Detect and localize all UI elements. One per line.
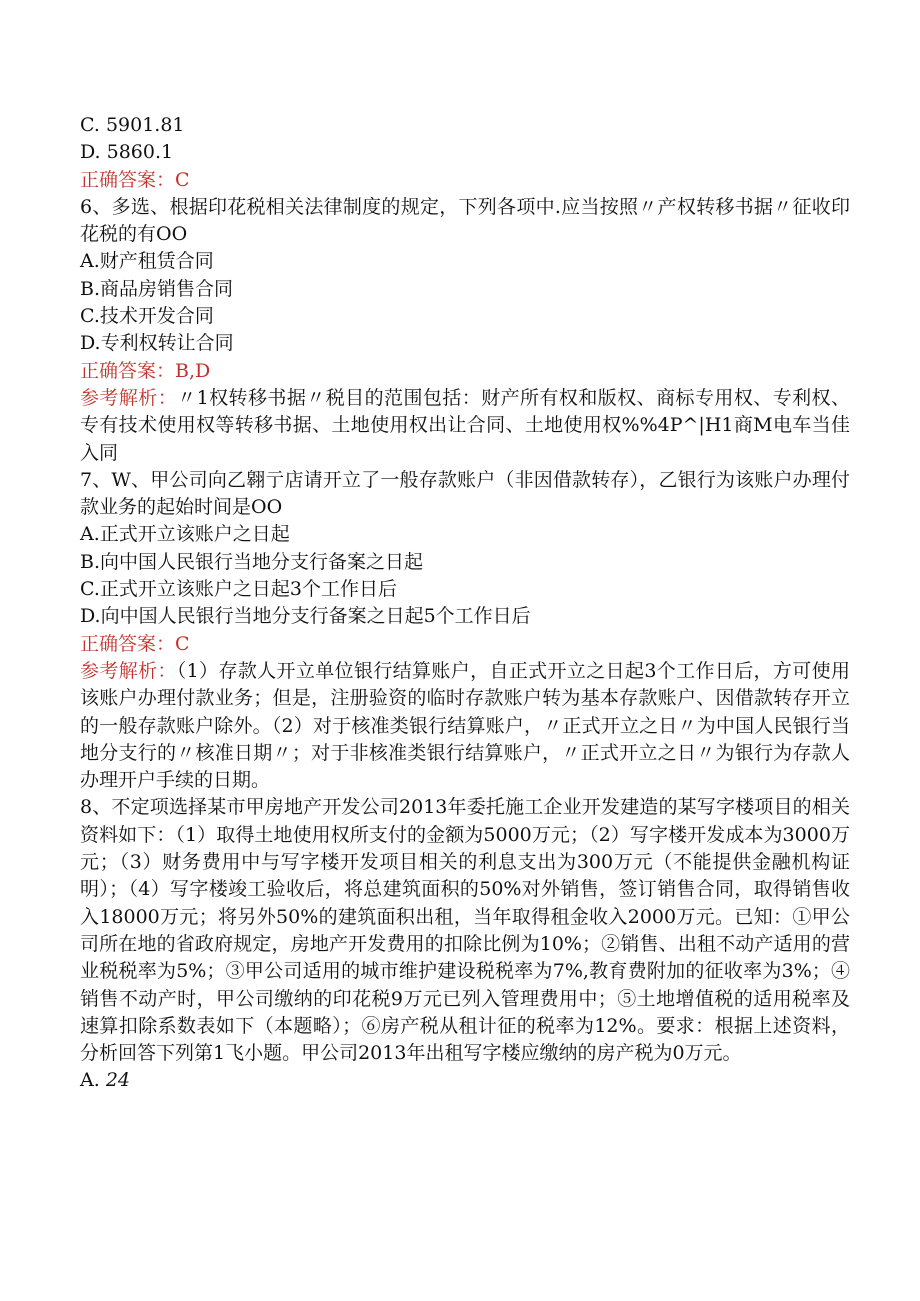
answer-label: 正确答案： bbox=[80, 632, 176, 655]
answer-value: B,D bbox=[175, 359, 211, 382]
q6-option-d: D.专利权转让合同 bbox=[80, 332, 234, 355]
analysis-text: 〃1权转移书据〃税目的范围包括：财产所有权和版权、商标专用权、专利权、专有技术使用权等转移书据、土地使用权出让合同、土地使用权%%4P^|H1商M电车当佳入同 bbox=[80, 386, 850, 464]
q5-answer bbox=[80, 167, 850, 194]
q6-option-b: B.商品房销售合同 bbox=[80, 277, 234, 300]
q8-option-a bbox=[80, 1067, 850, 1094]
analysis-label: 参考解析： bbox=[80, 386, 178, 409]
q8-question: 8、不定项选择某市甲房地产开发公司2013年委托施工企业开发建造的某写字楼项目的相关资料如下：（1）取得土地使用权所支付的金额为5000万元；（2）写字楼开发成本为3000万元；（3）财务费用中与写字楼开发项目相关的利息支出为300万元（不能提供金融机构证明）；（4）写字楼竣工验收后，将总建筑面积的50%对外销售，签订销售合同，取得销售收入18000万元；将另外50%的建筑面积出租，当年取得租金收入2000万元。已知：①甲公司所在地的省政府规定，房地产开发费用的扣除比例为10%；②销售、出租不动产适用的营业税税率为5%；③甲公司适用的城市维护建设税税率为7%,教育费附加的征收率为3%；④销售不动产时，甲公司缴纳的印花税9万元已列入管理费用中；⑤土地增值税的适用税率及速算扣除系数表如下（本题略）；⑥房产税从租计征的税率为12%。要求：根据上述资料，分析回答下列第1飞小题。甲公司2013年出租写字楼应缴纳的房产税为0万元。 bbox=[80, 796, 850, 1065]
answer-label: 正确答案： bbox=[80, 359, 176, 382]
q7-option-d: D.向中国人民银行当地分支行备案之日起5个工作日后 bbox=[80, 605, 531, 628]
option-value: 24 bbox=[105, 1069, 130, 1092]
answer-label: 正确答案： bbox=[80, 168, 176, 191]
q7-option-b: B.向中国人民银行当地分支行备案之日起 bbox=[80, 550, 424, 573]
q7-question: 7、W、甲公司向乙翱亍店请开立了一般存款账户（非因借款转存），乙银行为该账户办理付款业务的起始时间是OO bbox=[80, 468, 850, 519]
answer-value: C bbox=[175, 632, 190, 655]
q6-question: 6、多选、根据印花税相关法律制度的规定，下列各项中.应当按照〃产权转移书据〃征收印花税的有OO bbox=[80, 195, 850, 246]
q6-answer bbox=[80, 358, 850, 385]
option-prefix: A. bbox=[80, 1069, 100, 1092]
q6-option-c: C.技术开发合同 bbox=[80, 305, 214, 328]
q5-option-d: D. 5860.1 bbox=[80, 141, 174, 164]
answer-value: C bbox=[175, 168, 190, 191]
q7-analysis bbox=[80, 658, 850, 794]
q6-option-a: A.财产租赁合同 bbox=[80, 250, 214, 273]
q7-answer bbox=[80, 631, 850, 658]
analysis-text: （1）存款人开立单位银行结算账户，自正式开立之日起3个工作日后，方可使用该账户办理付款业务；但是，注册验资的临时存款账户转为基本存款账户、因借款转存开立的一般存款账户除外。（2）对于核准类银行结算账户，〃正式开立之日〃为中国人民银行当地分支行的〃核准日期〃；对于非核准类银行结算账户，〃正式开立之日〃为银行为存款人办理开户手续的日期。 bbox=[80, 659, 850, 792]
q5-option-c: C. 5901.81 bbox=[80, 114, 185, 136]
document-page bbox=[80, 112, 850, 1095]
q7-option-a: A.正式开立该账户之日起 bbox=[80, 523, 290, 546]
analysis-label: 参考解析： bbox=[80, 659, 177, 682]
q6-analysis bbox=[80, 385, 850, 467]
q7-option-c: C.正式开立该账户之日起3个工作日后 bbox=[80, 578, 397, 601]
